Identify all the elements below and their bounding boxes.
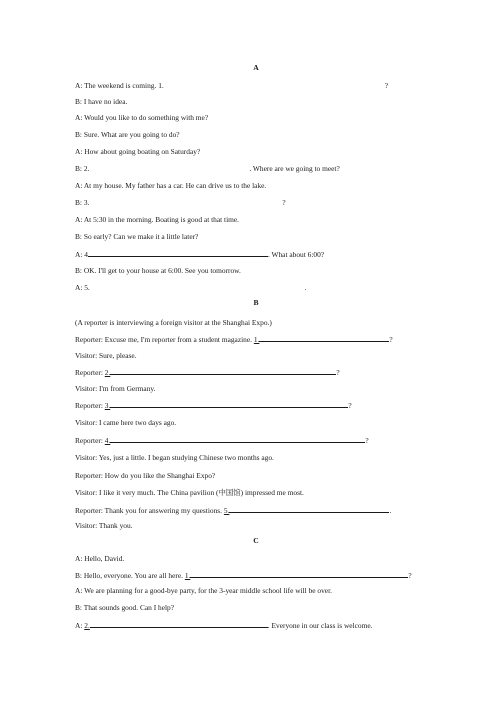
- c-line-1: A: Hello, David.: [75, 554, 125, 563]
- section-b-heading: B: [253, 298, 259, 307]
- b-line-4: Reporter: 2. ?: [75, 368, 340, 377]
- a-line-5: A: How about going boating on Saturday?: [75, 147, 201, 156]
- section-a-heading: A: [253, 63, 259, 72]
- a-line-10: B: So early? Can we make it a little later?: [75, 232, 199, 241]
- a-line-7: A: At my house. My father has a car. He can drive us to the lake.: [75, 181, 267, 190]
- b-line-3: Visitor: Sure, please.: [75, 351, 137, 360]
- a-line-6: B: 2. . Where are we going to meet?: [75, 164, 340, 173]
- a-line-1: A: The weekend is coming. 1. ?: [75, 81, 389, 90]
- c-line-5: A: 2. . Everyone in our class is welcome.: [75, 621, 373, 630]
- answer-blank: [190, 570, 408, 578]
- b-line-6: Reporter: 3. ?: [75, 401, 352, 410]
- answer-blank: [90, 620, 268, 628]
- section-c-heading: C: [253, 536, 259, 545]
- a-line-9: A: At 5:30 in the morning. Boating is good at that time.: [75, 215, 240, 224]
- b-line-8: Reporter: 4. ?: [75, 436, 369, 445]
- c-line-4: B: That sounds good. Can I help?: [75, 603, 175, 612]
- b-line-2: Reporter: Excuse me, I'm reporter from a student magazine. 1. ?: [75, 335, 393, 344]
- a-line-2: B: I have no idea.: [75, 97, 128, 106]
- a-line-8: B: 3. ?: [75, 198, 286, 207]
- answer-blank: [110, 435, 365, 443]
- b-line-1: (A reporter is interviewing a foreign visitor at the Shanghai Expo.): [75, 318, 272, 327]
- a-line-3: A: Would you like to do something with me?: [75, 113, 209, 122]
- c-line-3: A: We are planning for a good-bye party, for the 3-year middle school life will be over.: [75, 586, 332, 595]
- a-line-12: B: OK. I'll get to your house at 6:00. See you tomorrow.: [75, 266, 241, 275]
- a-line-11: A: 4 . What about 6:00?: [75, 250, 325, 259]
- b-line-12: Reporter: Thank you for answering my questions. 5. .: [75, 506, 392, 515]
- a-line-13: A: 5. .: [75, 283, 307, 292]
- answer-blank: [110, 400, 348, 408]
- b-line-13: Visitor: Thank you.: [75, 521, 133, 530]
- answer-blank: [259, 334, 389, 342]
- a-line-4: B: Sure. What are you going to do?: [75, 130, 180, 139]
- b-line-11: Visitor: I like it very much. The China pavilion (中国馆) impressed me most.: [75, 488, 304, 497]
- b-line-7: Visitor: I came here two days ago.: [75, 418, 177, 427]
- b-line-5: Visitor: I'm from Germany.: [75, 384, 156, 393]
- answer-blank: [229, 505, 389, 513]
- b-line-10: Reporter: How do you like the Shanghai Expo?: [75, 471, 216, 480]
- b-line-9: Visitor: Yes, just a little. I began studying Chinese two months ago.: [75, 453, 274, 462]
- answer-blank: [110, 367, 336, 375]
- answer-blank: [88, 249, 268, 257]
- c-line-2: B: Hello, everyone. You are all here. 1. ?: [75, 571, 412, 580]
